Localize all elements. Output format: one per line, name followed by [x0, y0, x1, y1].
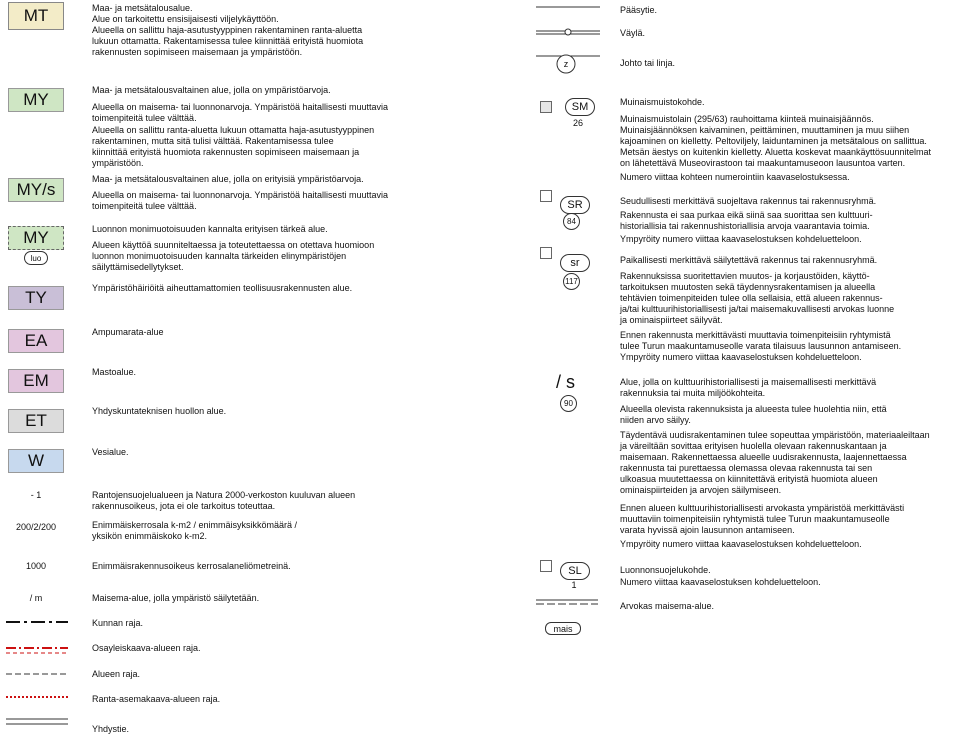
sm-description-2: Muinaismuistolain (295/63) rauhoittama kiinteä muinaisjäännös. Muinaisjäännöksen kaivaminen, peittäminen, muuttaminen ja muu siihen kajoaminen on kielletty. Peltoviljely, laiduntaminen ja metsätalous on sallittua. Metsän äestys on kuitenkin kielletty. Aluetta koskevat maankäyttösuunnitelmat on lähetettävä Museovirastoon tai maakuntamuseoon lausuntoa varten. [620, 114, 931, 168]
s-number: 90 [564, 399, 573, 408]
ea-symbol [8, 329, 64, 353]
luo-badge [24, 251, 48, 265]
sr-description: Seudullisesti merkittävä suojeltava rakennus tai rakennusryhmä. [620, 196, 877, 206]
my-description-2: Alueella on maisema- tai luonnonarvoja. Ympäristöä haitallisesti muuttavia toimenpiteitä tulee välttää. [92, 102, 388, 123]
sr-description-4: Paikallisesti merkittävä säilytettävä rakennus tai rakennusryhmä. [620, 255, 878, 265]
sm-description: Muinaismuistokohde. [620, 97, 705, 107]
numero-description: Numero viittaa kohteen numerointiin kaavaselostuksessa. [620, 172, 850, 182]
minus1-symbol: - 1 [30, 490, 42, 500]
s-description-2: Alueella olevista rakennuksista ja alueesta tulee huolehtia niin, että niiden arvo säilyy. [620, 404, 887, 425]
mys-label: MY/s [16, 180, 56, 199]
sl-label: SL [568, 565, 582, 577]
sr-description-5: Rakennuksissa suoritettavien muutos- ja korjaustöiden, käyttö- tarkoituksen muutosten sekä täydennysrakentamisen ja alueella tehtävien toimenpiteiden tulee olla sellaisia, että alueen rakennus- ja/tai kulttuurihistoriallisesti ja/tai maisemakuvallisesti arvokas luonne ja ominaispiirteet säilyvät. [620, 271, 895, 325]
s-description-5: Ympyröity numero viittaa kaavaselostuksen kohdeluetteloon. [620, 539, 862, 549]
em-description: Mastoalue. [92, 367, 137, 377]
sm-number: 26 [572, 118, 583, 128]
sm-pill [565, 98, 595, 116]
w-label: W [27, 451, 45, 470]
mt-symbol [8, 2, 64, 30]
sr-description-7: Ympyröity numero viittaa kaavaselostuksen kohdeluetteloon. [620, 352, 862, 362]
sl-square [540, 560, 552, 572]
vayla-line [536, 29, 600, 35]
luo-description: Luonnon monimuotoisuuden kannalta erityisen tärkeä alue. [92, 224, 328, 234]
ty-description: Ympäristöhäiriöitä aiheuttamattomien teollisuusrakennusten alue. [92, 283, 353, 293]
mais-badge [545, 622, 581, 635]
s-symbol: / s [556, 372, 576, 392]
sl-number: 1 [571, 580, 577, 590]
minus1-description: Rantojensuojelualueen ja Natura 2000-verkoston kuuluvan alueen rakennusoikeus, jota ei ole tarkoitus toteuttaa. [92, 490, 356, 511]
paasytie-description: Pääsytie. [620, 5, 658, 15]
johto-description: Johto tai linja. [620, 58, 676, 68]
s-description-3: Täydentävä uudisrakentaminen tulee sopeuttaa ympäristöön, materiaaleiltaan ja väreiltään sovittaa erityisen huolella olevaan rakennuskantaan ja maisemaan. Rakennettaessa alueelle uudisrakennusta, laajennettaessa rakennusta tai purettaessa olemassa olevaa rakennusta tai sen ulkoasua muutettaessa on kiinnitettävä erityistä huomiota alueen ominaispiirteiden ja arvojen säilymiseen. [620, 430, 930, 495]
mais-boundary-line [534, 596, 600, 616]
vayla-description: Väylä. [620, 28, 646, 38]
mys-symbol [8, 178, 64, 202]
mais-label: mais [553, 623, 573, 634]
w-description: Vesialue. [92, 447, 129, 457]
sm-label: SM [571, 101, 589, 113]
my-symbol [8, 88, 64, 112]
mt-description: Maa- ja metsätalousalue. Alue on tarkoitettu ensisijaisesti viljelykäyttöön. Alueella on sallittu haja-asutustyyppinen rakentaminen ranta-aluetta lukuun ottamatta. Rakentamisessa tulee kiinnittää erityistä huomiota rakennusten sopimiseen maisemaan ja ympäristöön. [92, 3, 364, 57]
myluo-label: MY [23, 228, 49, 247]
my-label: MY [23, 90, 49, 109]
sr-description-6: Ennen rakennusta merkittävästi muuttavia toimenpiteisiin ryhtymistä tulee Turun maakuntamuseolle varata tilaisuus lausunnon antamiseen. [620, 330, 902, 351]
mys-description-2: Alueella on maisema- tai luonnonarvoja. Ympäristöä haitallisesti muuttavia toimenpiteitä tulee välttää. [92, 190, 388, 211]
myluo-symbol [8, 226, 64, 250]
slashm-description: Maisema-alue, jolla ympäristö säilytetään. [92, 593, 260, 603]
et-symbol [8, 409, 64, 433]
et-label: ET [25, 411, 47, 430]
luo-label: luo [30, 253, 42, 263]
sr-number: 84 [567, 217, 576, 226]
w-symbol [8, 449, 64, 473]
alueen-description: Alueen raja. [92, 669, 141, 679]
osayleis-raja-line [6, 648, 68, 653]
ranta-description: Ranta-asemakaava-alueen raja. [92, 694, 221, 704]
sr-description-3: Ympyröity numero viittaa kaavaselostuksen kohdeluetteloon. [620, 234, 862, 244]
sr-number-circle [563, 213, 580, 230]
em-symbol [8, 369, 64, 393]
s-description: Alue, jolla on kulttuurihistoriallisesti ja maisemallisesti merkittävä rakennuksia tai muita miljöökohteita. [620, 377, 877, 398]
ty-label: TY [25, 288, 47, 307]
s-number-circle [560, 395, 577, 412]
sm-square [540, 101, 552, 113]
boundary-lines [4, 612, 70, 732]
yhdystie-line [6, 719, 68, 724]
mys-description: Maa- ja metsätalousvaltainen alue, jolla on erityisiä ympäristöarvoja. [92, 174, 364, 184]
ty-symbol [8, 286, 64, 310]
osayleis-description: Osayleiskaava-alueen raja. [92, 643, 201, 653]
e1000-description: Enimmäisrakennusoikeus kerrosalaneliömetreinä. [92, 561, 291, 571]
sr-small-square [540, 247, 552, 259]
sl-description: Luonnonsuojelukohde. [620, 565, 711, 575]
z-label: z [563, 59, 569, 69]
kunnan-description: Kunnan raja. [92, 618, 144, 628]
luo-description-2: Alueen käyttöä suunniteltaessa ja toteutettaessa on otettava huomioon luonnon monimuotoisuuden kannalta tärkeiden elinympäristöjen säilyttämisedellytykset. [92, 240, 375, 272]
ea-description: Ampumarata-alue [92, 327, 164, 337]
mais-description: Arvokas maisema-alue. [620, 601, 715, 611]
ea-label: EA [24, 331, 48, 350]
sr-description-2: Rakennusta ei saa purkaa eikä siinä saa suorittaa sen kulttuuri- historiallisia tai rakennushistoriallisia arvoja vaarantavia toimia. [620, 210, 873, 231]
sl-description-2: Numero viittaa kaavaselostuksen kohdeluetteloon. [620, 577, 821, 587]
my-description-3: Alueella on sallittu ranta-aluetta lukuun ottamatta haja-asutustyyppinen rakentaminen, mutta sitä tulisi välttää. Rakentamisessa tulee kiinnittää erityistä huomiota rakennusten sopimiseen maisemaan ja ympäristöön. [92, 125, 375, 168]
slashm-symbol: / m [29, 593, 43, 603]
sr-small-number: 117 [565, 277, 578, 286]
sr-pill [560, 196, 590, 214]
sl-pill [560, 562, 590, 580]
mt-label: MT [23, 6, 49, 25]
sr-square [540, 190, 552, 202]
sr-small-pill [560, 254, 590, 272]
em-label: EM [23, 371, 49, 390]
yhdystie-description: Yhdystie. [92, 724, 130, 734]
my-description: Maa- ja metsätalousvaltainen alue, jolla on ympäristöarvoja. [92, 85, 331, 95]
et-description: Yhdyskuntateknisen huollon alue. [92, 406, 227, 416]
s-description-4: Ennen alueen kulttuurihistoriallisesti arvokasta ympäristöä merkittävästi muuttaviin toimenpiteisiin ryhtymistä tulee Turun maakuntamuseolle varata hyvissä ajoin lausunnon antamiseen. [620, 503, 905, 535]
sr-small-label: sr [570, 257, 580, 269]
e1000-symbol: 1000 [25, 561, 47, 571]
sr-small-number-circle [563, 273, 580, 290]
sr-label: SR [567, 199, 583, 211]
e200-symbol: 200/2/200 [15, 522, 57, 532]
e200-description: Enimmäiskerrosala k-m2 / enimmäisyksikkömäärä / yksikön enimmäiskoko k-m2. [92, 520, 298, 541]
